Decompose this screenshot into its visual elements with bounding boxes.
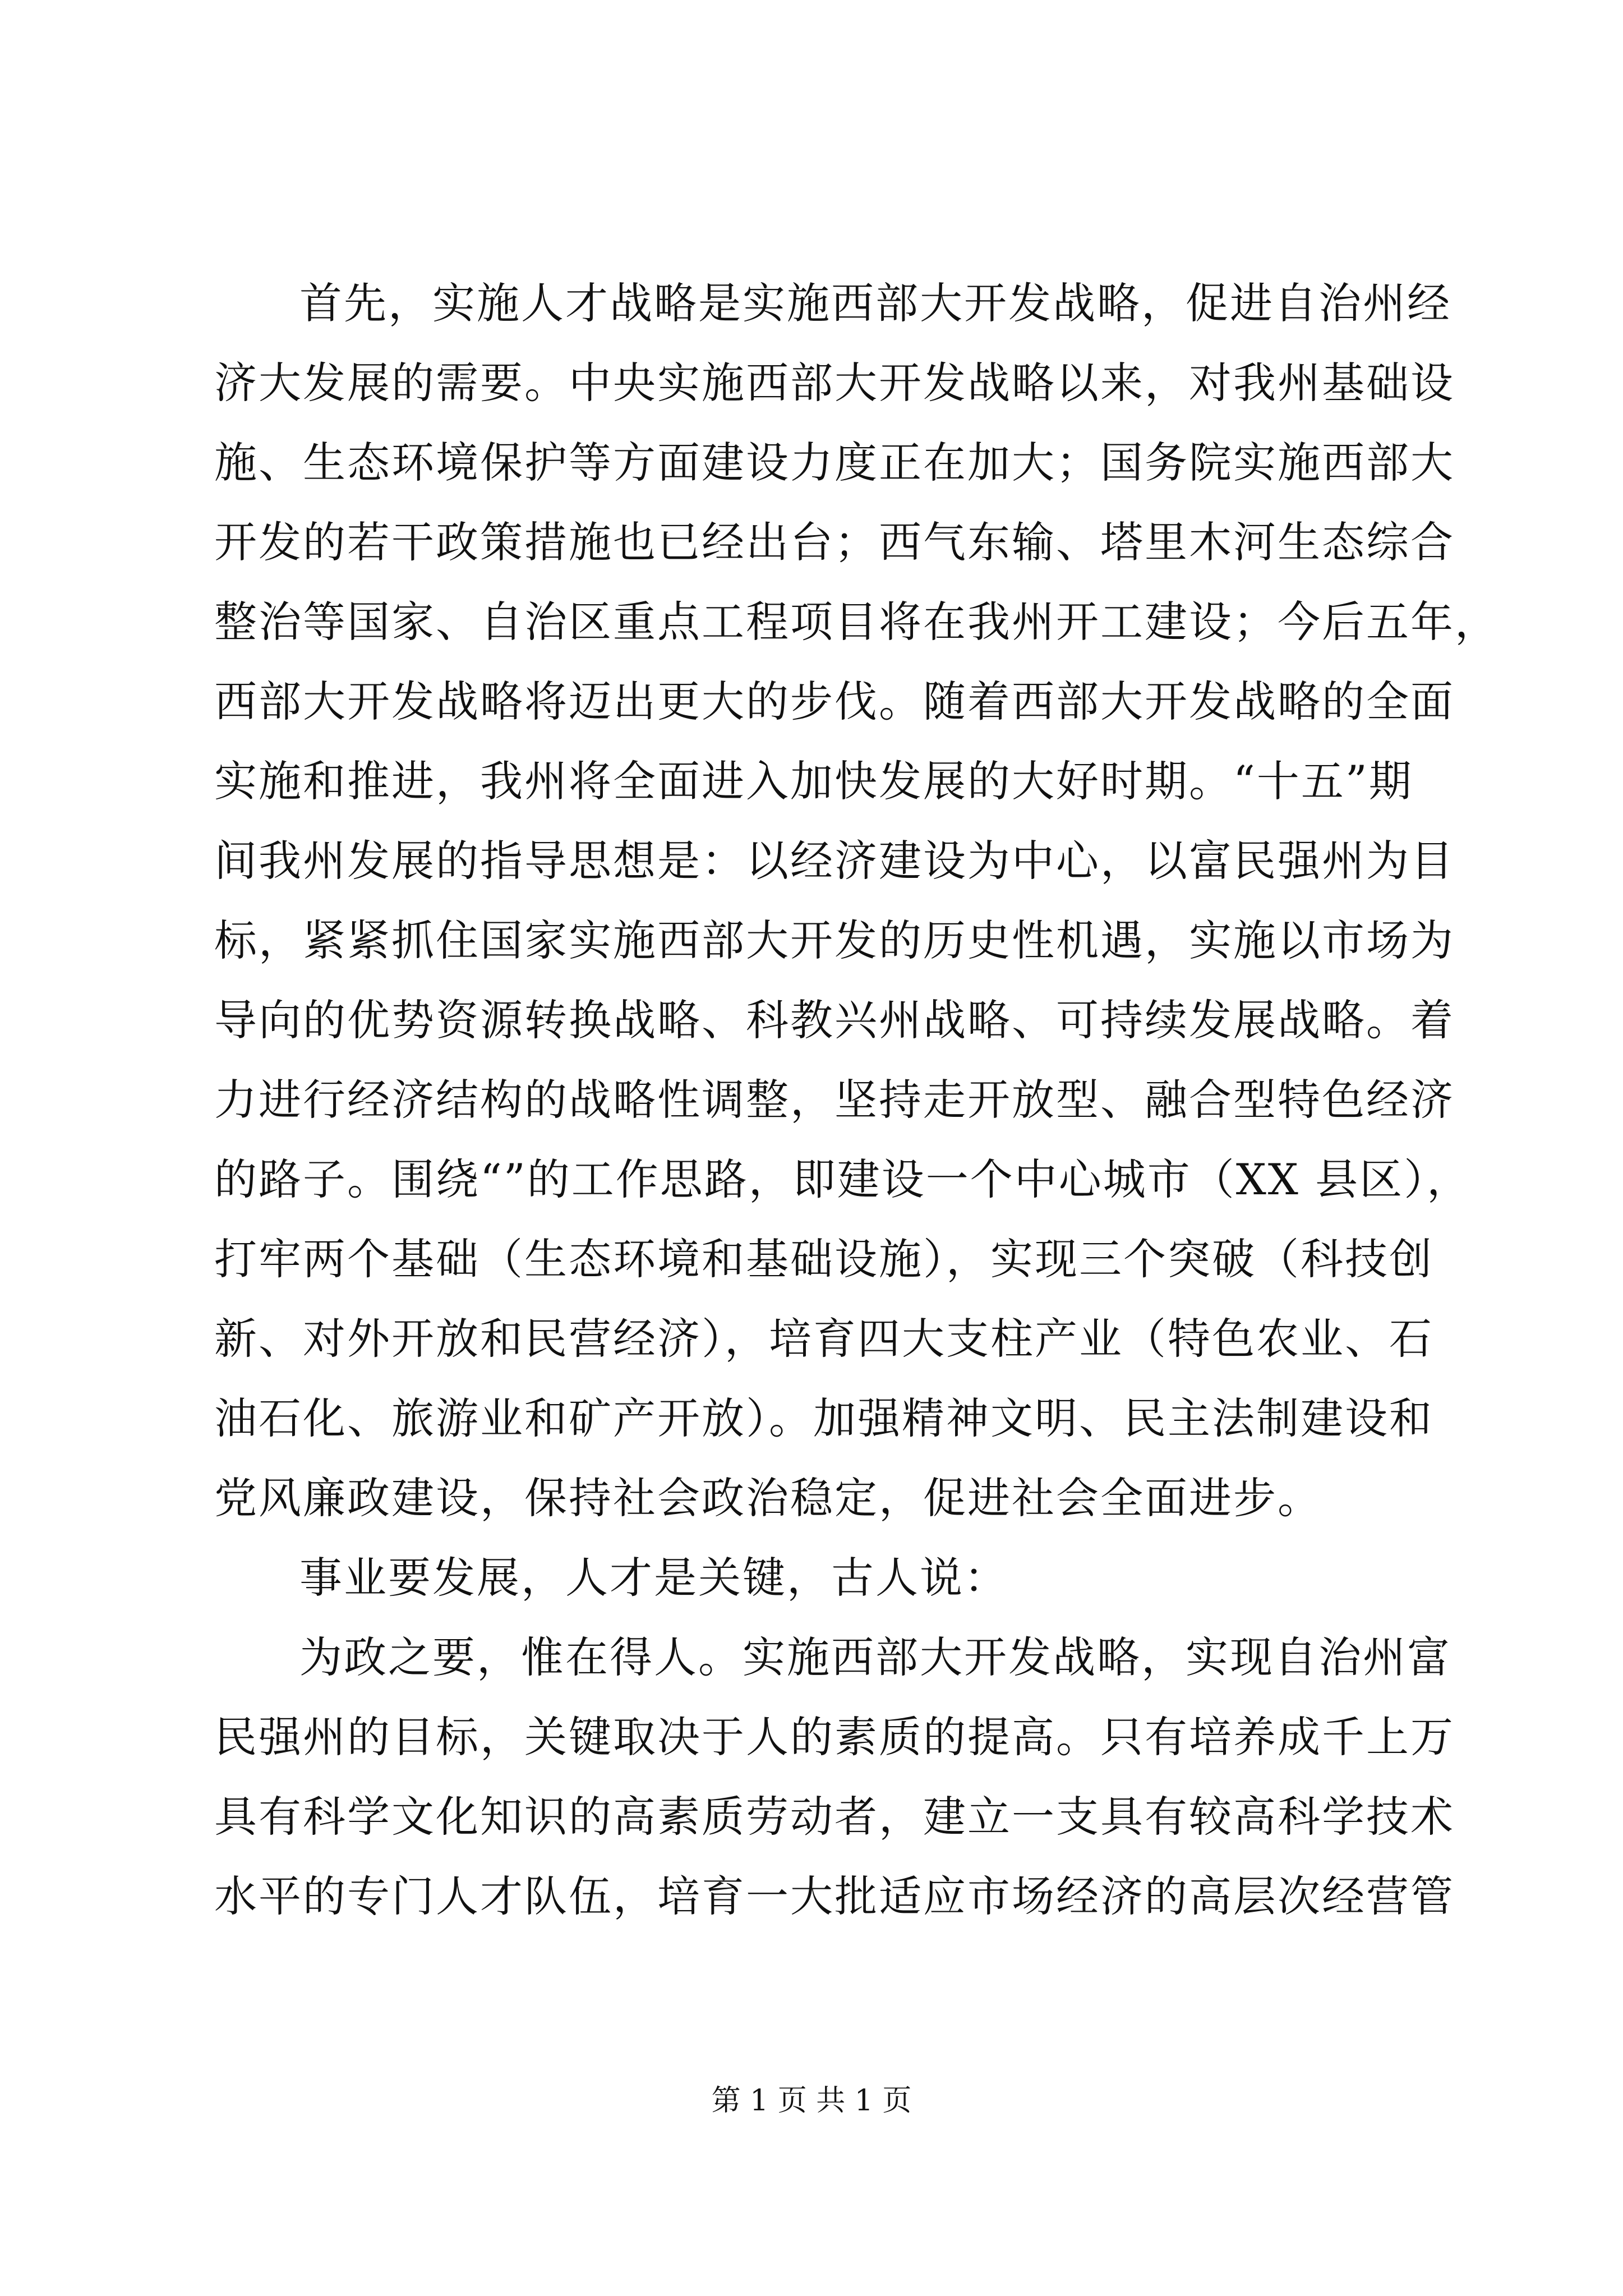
paragraph-2-line-1: 事业要发展，人才是关键，古人说： bbox=[299, 1553, 1008, 1603]
paragraph-1-line-9: 标，紧紧抓住国家实施西部大开发的历史性机遇，实施以市场为 bbox=[214, 915, 1455, 965]
paragraph-1-line-13: 打牢两个基础（生态环境和基础设施），实现三个突破（科技创 bbox=[214, 1234, 1433, 1284]
paragraph-1-line-12: 的路子。围绕“”的工作思路，即建设一个中心城市（XX 县区）， bbox=[214, 1154, 1472, 1204]
paragraph-3-line-3: 具有科学文化知识的高素质劳动者，建立一支具有较高科学技术 bbox=[214, 1792, 1455, 1842]
paragraph-3-line-4: 水平的专门人才队伍，培育一大批适应市场经济的高层次经营管 bbox=[214, 1871, 1455, 1921]
paragraph-1-line-14: 新、对外开放和民营经济），培育四大支柱产业（特色农业、石 bbox=[214, 1314, 1433, 1364]
page-number-footer: 第 1 页 共 1 页 bbox=[711, 2084, 912, 2118]
body-text bbox=[214, 264, 1499, 1936]
paragraph-1-line-4: 开发的若干政策措施也已经出台；西气东输、塔里木河生态综合 bbox=[214, 517, 1455, 567]
paragraph-3-line-1: 为政之要，惟在得人。实施西部大开发战略，实现自治州富 bbox=[299, 1632, 1451, 1682]
paragraph-3-line-2: 民强州的目标，关键取决于人的素质的提高。只有培养成千上万 bbox=[214, 1712, 1455, 1762]
paragraph-1-line-7: 实施和推进，我州将全面进入加快发展的大好时期。“十五”期 bbox=[214, 756, 1413, 806]
paragraph-1-line-3: 施、生态环境保护等方面建设力度正在加大；国务院实施西部大 bbox=[214, 438, 1455, 487]
paragraph-1-line-16: 党风廉政建设，保持社会政治稳定，促进社会全面进步。 bbox=[214, 1473, 1322, 1523]
paragraph-1-line-10: 导向的优势资源转换战略、科教兴州战略、可持续发展战略。着 bbox=[214, 995, 1455, 1045]
paragraph-1-line-15: 油石化、旅游业和矿产开放）。加强精神文明、民主法制建设和 bbox=[214, 1393, 1433, 1443]
paragraph-1-line-6: 西部大开发战略将迈出更大的步伐。随着西部大开发战略的全面 bbox=[214, 677, 1455, 726]
paragraph-1-line-1: 首先，实施人才战略是实施西部大开发战略，促进自治州经 bbox=[299, 278, 1451, 328]
paragraph-1-line-2: 济大发展的需要。中央实施西部大开发战略以来，对我州基础设 bbox=[214, 358, 1455, 408]
paragraph-1-line-8: 间我州发展的指导思想是：以经济建设为中心，以富民强州为目 bbox=[214, 836, 1455, 886]
paragraph-1-line-5: 整治等国家、自治区重点工程项目将在我州开工建设；今后五年， bbox=[214, 597, 1499, 647]
paragraph-1-line-11: 力进行经济结构的战略性调整，坚持走开放型、融合型特色经济 bbox=[214, 1075, 1455, 1125]
